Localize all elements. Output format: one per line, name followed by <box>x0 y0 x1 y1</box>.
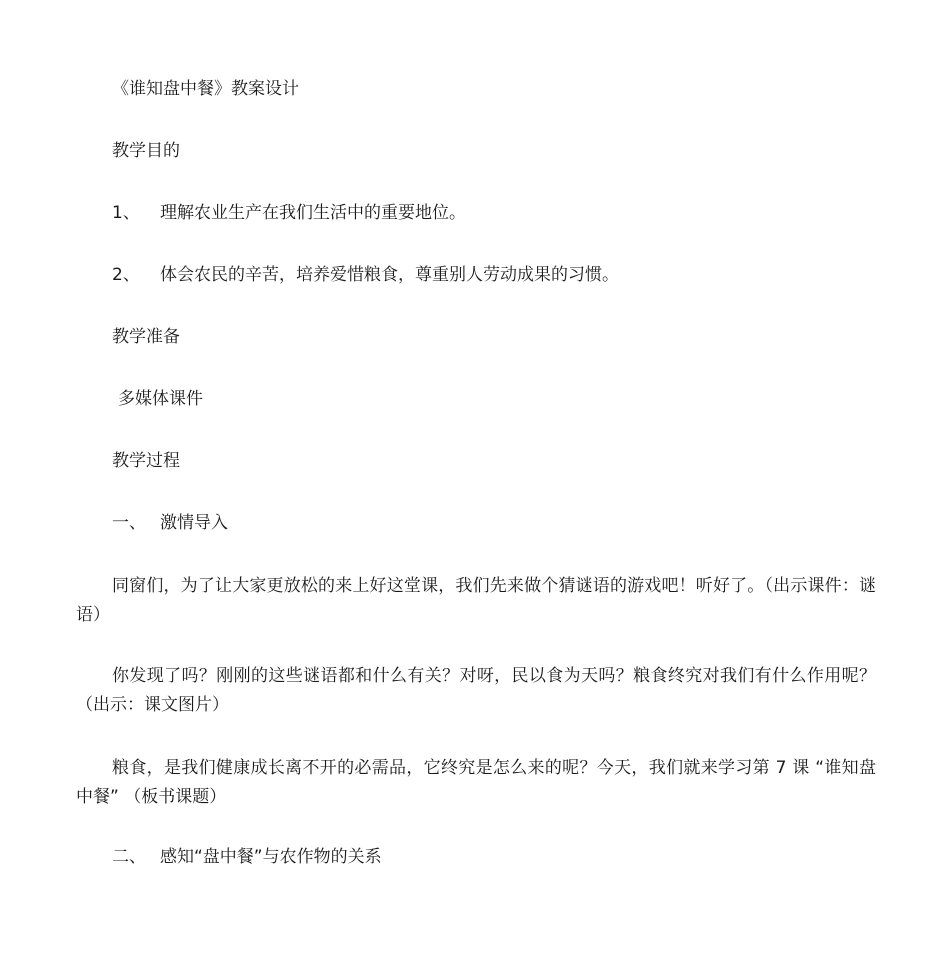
body-paragraph: 同窗们，为了让大家更放松的来上好这堂课，我们先来做个猜谜语的游戏吧！听好了。（出示课件：谜语） <box>76 576 876 625</box>
process-heading: 教学过程 <box>112 451 180 471</box>
objective-text: 体会农民的辛苦，培养爱惜粮食，尊重别人劳动成果的习惯。 <box>160 265 619 285</box>
objective-number: 1、 <box>112 203 140 223</box>
prep-heading: 教学准备 <box>112 327 180 347</box>
objective-item <box>112 202 466 224</box>
document-title: 《谁知盘中餐》教案设计 <box>112 79 299 99</box>
body-paragraph: 粮食，是我们健康成长离不开的必需品，它终究是怎么来的呢？今天，我们就来学习第 7 课 “谁知盘中餐” （板书课题） <box>76 758 876 807</box>
section-text: 感知“盘中餐”与农作物的关系 <box>160 847 382 867</box>
body-paragraph: 你发现了吗？刚刚的这些谜语都和什么有关？对呀，民以食为天吗？粮食终究对我们有什么作用呢？（出示：课文图片） <box>76 666 876 715</box>
section-number: 一、 <box>112 513 146 533</box>
objective-item <box>112 264 619 286</box>
objective-text: 理解农业生产在我们生活中的重要地位。 <box>160 203 466 223</box>
section-heading <box>112 846 382 868</box>
objectives-heading: 教学目的 <box>112 141 180 161</box>
section-number: 二、 <box>112 847 146 867</box>
objective-number: 2、 <box>112 265 140 285</box>
prep-text: 多媒体课件 <box>118 389 203 409</box>
section-text: 激情导入 <box>160 513 228 533</box>
section-heading <box>112 512 228 534</box>
